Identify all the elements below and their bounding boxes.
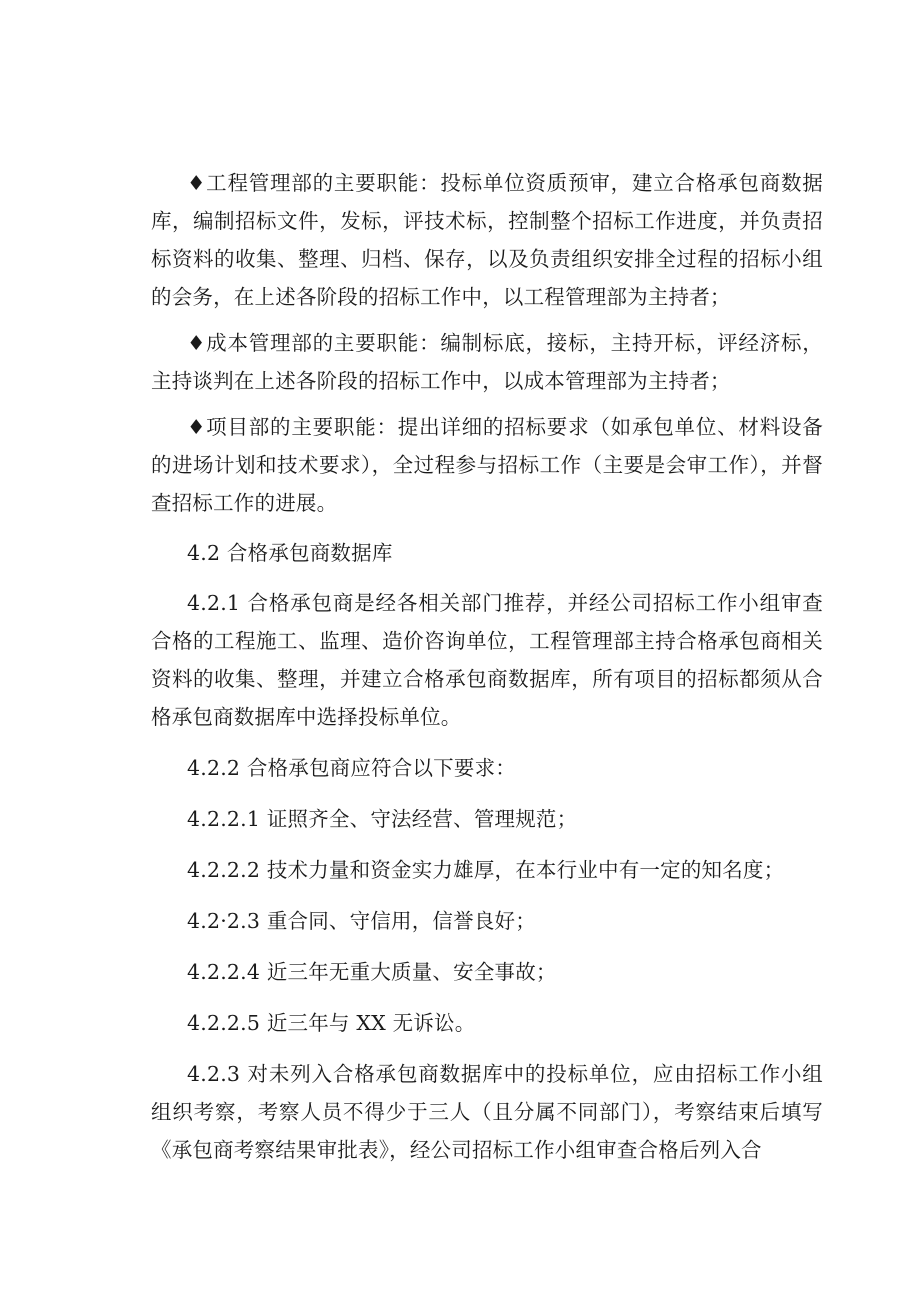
- paragraph-4-2-3: 4.2.3 对未列入合格承包商数据库中的投标单位，应由招标工作小组组织考察，考察人员不得少于三人（且分属不同部门），考察结束后填写《承包商考察结果审批表》，经公司招标工作小组审查合格后列入合: [151, 1062, 823, 1162]
- paragraph-project-dept-duties: ♦项目部的主要职能：提出详细的招标要求（如承包单位、材料设备的进场计划和技术要求），全过程参与招标工作（主要是会审工作），并督查招标工作的进展。: [151, 415, 823, 515]
- list-item-4-2-2-3: 4.2·2.3 重合同、守信用，信誉良好；: [187, 909, 536, 933]
- paragraph-engineering-dept-duties: ♦工程管理部的主要职能：投标单位资质预审，建立合格承包商数据库，编制招标文件，发标，评技术标，控制整个招标工作进度，并负责招标资料的收集、整理、归档、保存，以及负责组织安排全过程的招标小组的会务，在上述各阶段的招标工作中，以工程管理部为主持者；: [151, 171, 823, 309]
- list-item-4-2-2-4: 4.2.2.4 近三年无重大质量、安全事故；: [187, 960, 557, 984]
- paragraph-4-2-2: 4.2.2 合格承包商应符合以下要求：: [187, 756, 516, 780]
- section-heading-4-2: 4.2 合格承包商数据库: [187, 541, 393, 565]
- list-item-4-2-2-1: 4.2.2.1 证照齐全、守法经营、管理规范；: [187, 807, 578, 831]
- paragraph-4-2-1: 4.2.1 合格承包商是经各相关部门推荐，并经公司招标工作小组审查合格的工程施工、监理、造价咨询单位，工程管理部主持合格承包商相关资料的收集、整理，并建立合格承包商数据库，所有项目的招标都须从合格承包商数据库中选择投标单位。: [151, 591, 823, 729]
- document-body: [151, 164, 823, 1169]
- list-item-4-2-2-5: 4.2.2.5 近三年与 XX 无诉讼。: [187, 1011, 476, 1035]
- paragraph-cost-dept-duties: ♦成本管理部的主要职能：编制标底，接标，主持开标，评经济标，主持谈判在上述各阶段的招标工作中，以成本管理部为主持者；: [151, 331, 823, 393]
- list-item-4-2-2-2: 4.2.2.2 技术力量和资金实力雄厚，在本行业中有一定的知名度；: [187, 858, 785, 882]
